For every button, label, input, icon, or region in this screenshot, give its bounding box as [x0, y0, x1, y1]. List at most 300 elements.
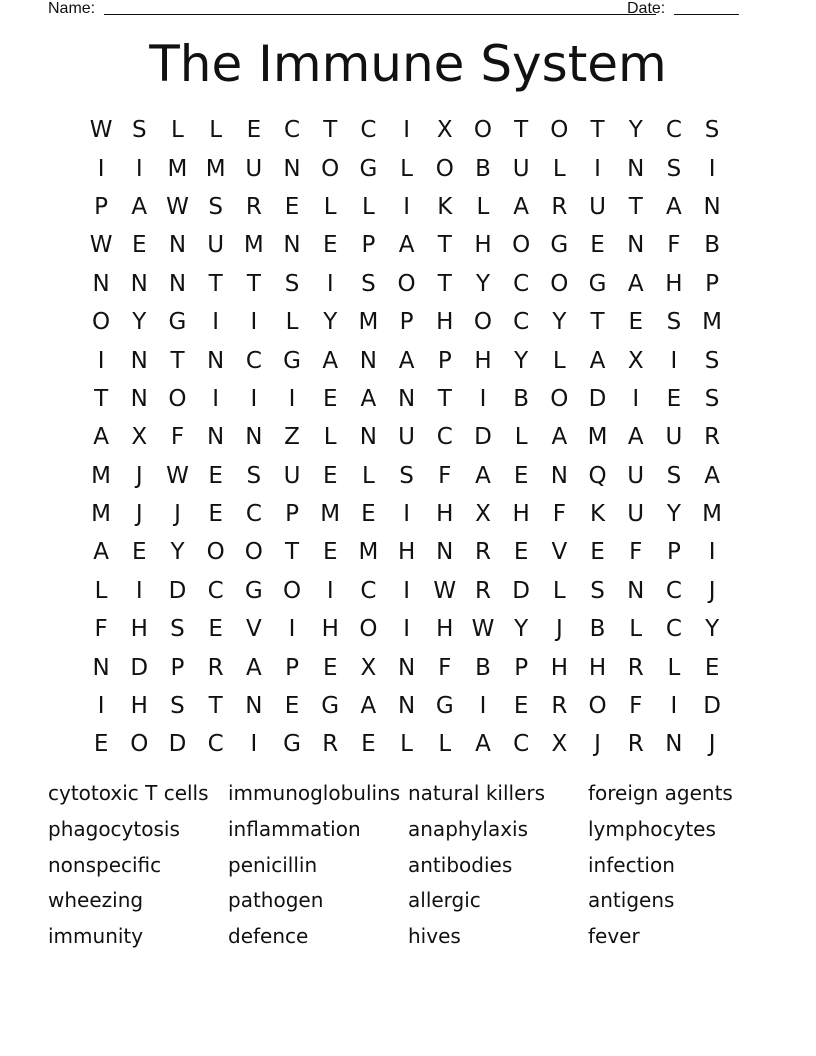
grid-letter: O [244, 539, 263, 566]
grid-letter: A [704, 462, 720, 489]
grid-letter: R [704, 424, 721, 451]
word-list-item: defence [228, 924, 309, 949]
grid-letter: I [479, 385, 487, 412]
grid-letter: B [475, 155, 491, 182]
grid-letter: A [627, 270, 644, 297]
grid-letter: N [92, 270, 110, 297]
grid-letter: I [594, 155, 601, 182]
grid-letter: N [283, 155, 301, 182]
grid-letter: R [627, 731, 644, 758]
grid-letter: N [627, 155, 645, 182]
grid-letter: A [245, 654, 262, 681]
grid-letter: N [207, 424, 225, 451]
grid-letter: N [245, 693, 263, 720]
grid-letter: J [135, 501, 143, 528]
grid-letter: H [397, 539, 416, 566]
grid-letter: T [208, 693, 223, 720]
grid-letter: C [360, 117, 377, 144]
grid-letter: H [436, 501, 454, 528]
grid-letter: T [208, 270, 223, 297]
grid-letter: S [590, 577, 605, 604]
word-list-item: immunity [48, 924, 144, 949]
grid-letter: X [551, 731, 568, 758]
grid-letter: Y [514, 347, 529, 374]
grid-letter: O [473, 309, 493, 336]
grid-letter: N [397, 385, 416, 412]
grid-letter: G [283, 347, 301, 374]
grid-letter: A [93, 424, 109, 451]
grid-letter: H [130, 693, 148, 720]
grid-letter: B [475, 654, 491, 681]
grid-letter: G [359, 155, 378, 182]
grid-letter: G [168, 309, 187, 336]
grid-letter: J [174, 501, 181, 528]
grid-letter: I [97, 347, 105, 374]
letter-grid [82, 111, 731, 764]
grid-letter: J [555, 616, 563, 643]
word-list-item: antibodies [408, 852, 513, 877]
grid-letter: A [322, 347, 339, 374]
grid-letter: J [594, 731, 601, 758]
grid-letter: I [288, 616, 296, 643]
grid-letter: P [437, 347, 452, 374]
grid-letter: C [245, 501, 262, 528]
grid-letter: N [703, 193, 721, 220]
grid-letter: A [360, 385, 377, 412]
grid-letter: U [627, 462, 645, 489]
word-list-item: hives [408, 924, 461, 949]
grid-letter: S [704, 117, 720, 144]
grid-letter: X [131, 424, 148, 451]
grid-letter: I [97, 155, 105, 182]
grid-letter: I [708, 155, 716, 182]
grid-letter: S [666, 309, 682, 336]
grid-letter: L [514, 424, 528, 451]
grid-letter: C [513, 731, 530, 758]
grid-letter: M [205, 155, 226, 182]
grid-letter: A [513, 193, 530, 220]
grid-letter: P [285, 654, 299, 681]
grid-letter: P [361, 232, 376, 259]
word-list-item: antigens [588, 888, 675, 913]
grid-letter: J [708, 731, 716, 758]
grid-letter: N [207, 347, 225, 374]
grid-letter: D [588, 385, 607, 412]
grid-letter: S [704, 347, 720, 374]
word-list-item: infection [588, 852, 675, 877]
grid-letter: X [360, 654, 377, 681]
word-list-item: lymphocytes [588, 816, 716, 841]
grid-letter: C [513, 309, 530, 336]
grid-letter: F [170, 424, 185, 451]
grid-letter: P [514, 654, 529, 681]
grid-letter: S [399, 462, 414, 489]
grid-letter: F [438, 462, 452, 489]
grid-letter: F [629, 539, 643, 566]
grid-letter: R [207, 654, 224, 681]
grid-letter: C [665, 577, 682, 604]
grid-letter: H [474, 232, 492, 259]
grid-letter: T [590, 309, 605, 336]
grid-letter: I [250, 731, 258, 758]
grid-letter: L [400, 155, 413, 182]
grid-letter: G [588, 270, 607, 297]
grid-letter: N [397, 693, 416, 720]
grid-letter: T [437, 270, 452, 297]
grid-letter: M [702, 309, 723, 336]
grid-letter: S [704, 385, 720, 412]
grid-letter: O [282, 577, 302, 604]
grid-letter: A [475, 731, 491, 758]
grid-letter: U [283, 462, 301, 489]
grid-letter: L [285, 309, 299, 336]
grid-letter: N [168, 270, 187, 297]
grid-letter: O [435, 155, 454, 182]
grid-letter: R [551, 693, 568, 720]
grid-letter: C [665, 616, 682, 643]
grid-letter: L [171, 117, 184, 144]
grid-letter: R [245, 193, 262, 220]
grid-letter: E [208, 616, 223, 643]
grid-letter: I [288, 385, 296, 412]
grid-letter: Y [475, 270, 490, 297]
grid-letter: M [320, 501, 341, 528]
word-list [48, 777, 768, 956]
grid-letter: N [245, 424, 263, 451]
grid-letter: S [361, 270, 376, 297]
grid-letter: Y [132, 309, 147, 336]
grid-letter: I [403, 501, 410, 528]
grid-letter: O [397, 270, 416, 297]
grid-letter: E [208, 501, 223, 528]
grid-letter: I [135, 155, 143, 182]
grid-letter: E [322, 385, 338, 412]
grid-letter: A [627, 424, 644, 451]
grid-letter: E [361, 501, 376, 528]
grid-letter: W [89, 117, 113, 144]
grid-letter: E [361, 731, 376, 758]
grid-letter: N [92, 654, 110, 681]
grid-letter: W [433, 577, 457, 604]
grid-letter: V [551, 539, 568, 566]
grid-letter: E [246, 117, 262, 144]
grid-letter: H [512, 501, 530, 528]
grid-letter: A [666, 193, 682, 220]
word-list-item: allergic [408, 888, 481, 913]
grid-letter: E [513, 539, 529, 566]
grid-letter: U [207, 232, 225, 259]
grid-letter: O [321, 155, 340, 182]
grid-letter: C [360, 577, 377, 604]
grid-letter: S [170, 693, 185, 720]
grid-letter: N [168, 232, 187, 259]
grid-letter: Y [705, 616, 720, 643]
grid-letter: O [588, 693, 607, 720]
grid-letter: O [168, 385, 187, 412]
grid-letter: H [436, 616, 454, 643]
grid-letter: G [244, 577, 263, 604]
grid-letter: C [284, 117, 301, 144]
grid-letter: J [708, 577, 716, 604]
name-blank-line [104, 14, 656, 15]
grid-letter: N [283, 232, 301, 259]
grid-letter: H [130, 616, 148, 643]
grid-letter: C [513, 270, 530, 297]
word-list-item: fever [588, 924, 640, 949]
grid-letter: E [628, 309, 643, 336]
grid-letter: M [167, 155, 188, 182]
grid-letter: W [166, 462, 189, 489]
grid-letter: H [436, 309, 454, 336]
grid-letter: L [323, 193, 337, 220]
grid-letter: E [322, 462, 338, 489]
grid-letter: I [212, 309, 220, 336]
grid-letter: O [130, 731, 149, 758]
grid-letter: N [130, 385, 148, 412]
grid-letter: P [705, 270, 720, 297]
grid-letter: E [513, 693, 529, 720]
grid-letter: Y [552, 309, 567, 336]
grid-letter: D [512, 577, 531, 604]
grid-letter: U [665, 424, 683, 451]
grid-letter: D [130, 654, 149, 681]
grid-letter: N [627, 577, 645, 604]
grid-letter: S [246, 462, 262, 489]
grid-letter: H [588, 654, 607, 681]
grid-letter: O [550, 117, 569, 144]
grid-letter: P [170, 654, 185, 681]
grid-letter: M [358, 309, 379, 336]
grid-letter: E [590, 232, 605, 259]
grid-letter: X [475, 501, 491, 528]
grid-letter: F [552, 501, 566, 528]
grid-letter: C [436, 424, 453, 451]
grid-letter: X [436, 117, 453, 144]
grid-letter: Y [170, 539, 185, 566]
grid-letter: N [436, 539, 454, 566]
word-list-item: wheezing [48, 888, 144, 913]
grid-letter: T [514, 117, 529, 144]
grid-letter: L [400, 731, 413, 758]
grid-letter: E [322, 654, 338, 681]
grid-letter: O [550, 385, 569, 412]
grid-letter: I [326, 577, 334, 604]
grid-letter: I [708, 539, 716, 566]
grid-letter: E [666, 385, 682, 412]
grid-letter: N [665, 731, 683, 758]
grid-letter: D [703, 693, 721, 720]
grid-letter: D [168, 577, 187, 604]
grid-letter: G [283, 731, 301, 758]
grid-letter: S [666, 155, 682, 182]
word-list-item: natural killers [408, 781, 546, 805]
page-title: The Immune System [149, 35, 667, 93]
date-label: Date: [627, 0, 666, 17]
grid-letter: T [94, 385, 109, 412]
grid-letter: H [550, 654, 568, 681]
grid-letter: I [403, 616, 410, 643]
grid-letter: O [550, 270, 569, 297]
grid-letter: I [670, 347, 678, 374]
grid-letter: A [360, 693, 377, 720]
grid-letter: A [589, 347, 606, 374]
grid-letter: Y [514, 616, 529, 643]
grid-letter: H [321, 616, 339, 643]
grid-letter: I [326, 270, 334, 297]
name-label: Name: [48, 0, 96, 17]
grid-letter: L [209, 117, 223, 144]
grid-letter: F [94, 616, 108, 643]
grid-letter: E [208, 462, 223, 489]
grid-letter: L [361, 462, 375, 489]
grid-letter: A [398, 232, 415, 259]
grid-letter: N [397, 654, 416, 681]
grid-letter: P [666, 539, 681, 566]
grid-letter: L [552, 347, 566, 374]
word-list-item: cytotoxic T cells [48, 781, 209, 805]
grid-letter: M [702, 501, 723, 528]
grid-letter: O [206, 539, 225, 566]
grid-letter: G [321, 693, 340, 720]
grid-letter: P [285, 501, 299, 528]
grid-letter: C [665, 117, 682, 144]
grid-letter: F [667, 232, 681, 259]
grid-letter: L [552, 577, 566, 604]
grid-letter: I [403, 193, 410, 220]
grid-letter: W [166, 193, 189, 220]
word-list-item: immunoglobulins [228, 781, 401, 805]
word-list-item: pathogen [228, 888, 324, 913]
grid-letter: C [207, 731, 224, 758]
grid-letter: M [243, 232, 264, 259]
grid-letter: N [627, 232, 645, 259]
grid-letter: R [551, 193, 568, 220]
grid-letter: E [132, 539, 147, 566]
grid-letter: H [665, 270, 683, 297]
grid-letter: L [438, 731, 452, 758]
word-list-item: anaphylaxis [408, 816, 529, 841]
grid-letter: I [403, 117, 410, 144]
word-list-item: inflammation [228, 816, 361, 841]
grid-letter: T [437, 385, 452, 412]
grid-letter: G [550, 232, 569, 259]
grid-letter: M [358, 539, 379, 566]
grid-letter: E [513, 462, 529, 489]
grid-letter: T [590, 117, 605, 144]
grid-letter: I [212, 385, 220, 412]
grid-letter: U [627, 501, 645, 528]
grid-letter: B [704, 232, 720, 259]
grid-letter: N [359, 347, 378, 374]
grid-letter: E [322, 539, 338, 566]
word-list-item: phagocytosis [48, 816, 180, 841]
grid-letter: K [589, 501, 606, 528]
grid-letter: F [438, 654, 452, 681]
grid-letter: C [207, 577, 224, 604]
grid-letter: Q [588, 462, 607, 489]
grid-letter: X [627, 347, 644, 374]
grid-letter: E [284, 693, 300, 720]
grid-letter: C [245, 347, 262, 374]
grid-letter: N [550, 462, 568, 489]
grid-letter: T [323, 117, 338, 144]
grid-letter: T [246, 270, 261, 297]
grid-letter: N [130, 347, 148, 374]
grid-letter: N [130, 270, 148, 297]
date-blank-line [674, 14, 739, 15]
grid-letter: H [474, 347, 492, 374]
grid-letter: L [361, 193, 375, 220]
grid-letter: E [132, 232, 147, 259]
grid-letter: U [512, 155, 530, 182]
grid-letter: I [403, 577, 410, 604]
grid-letter: O [512, 232, 531, 259]
grid-letter: W [89, 232, 113, 259]
grid-letter: I [479, 693, 487, 720]
grid-letter: Y [628, 117, 643, 144]
grid-letter: A [93, 539, 109, 566]
grid-letter: S [284, 270, 300, 297]
grid-letter: P [94, 193, 109, 220]
grid-letter: T [285, 539, 300, 566]
grid-letter: S [666, 462, 682, 489]
grid-letter: V [245, 616, 262, 643]
grid-letter: F [629, 693, 643, 720]
grid-letter: T [170, 347, 185, 374]
grid-letter: L [476, 193, 490, 220]
grid-letter: I [670, 693, 678, 720]
grid-letter: L [552, 155, 566, 182]
grid-letter: O [473, 117, 493, 144]
grid-letter: D [474, 424, 492, 451]
grid-letter: I [250, 385, 258, 412]
grid-letter: T [437, 232, 452, 259]
grid-letter: U [398, 424, 416, 451]
word-list-item: nonspecific [48, 852, 162, 877]
grid-letter: M [91, 501, 112, 528]
grid-letter: I [250, 309, 258, 336]
grid-letter: U [245, 155, 263, 182]
grid-letter: S [208, 193, 223, 220]
grid-letter: A [551, 424, 568, 451]
grid-letter: L [629, 616, 643, 643]
grid-letter: R [322, 731, 339, 758]
word-list-item: foreign agents [588, 781, 733, 805]
grid-letter: O [359, 616, 378, 643]
grid-letter: M [587, 424, 608, 451]
grid-letter: R [627, 654, 644, 681]
grid-letter: A [475, 462, 491, 489]
grid-letter: Y [323, 309, 338, 336]
grid-letter: E [93, 731, 109, 758]
grid-letter: B [513, 385, 530, 412]
grid-letter: L [94, 577, 108, 604]
grid-letter: E [322, 232, 338, 259]
word-list-item: penicillin [228, 852, 318, 877]
grid-letter: E [284, 193, 300, 220]
grid-letter: A [398, 347, 415, 374]
grid-letter: I [97, 693, 105, 720]
grid-letter: L [323, 424, 337, 451]
grid-letter: P [399, 309, 414, 336]
grid-letter: M [91, 462, 112, 489]
grid-letter: S [170, 616, 185, 643]
grid-letter: U [589, 193, 606, 220]
grid-letter: D [168, 731, 187, 758]
grid-letter: E [704, 654, 720, 681]
grid-letter: W [471, 616, 495, 643]
grid-letter: B [589, 616, 606, 643]
